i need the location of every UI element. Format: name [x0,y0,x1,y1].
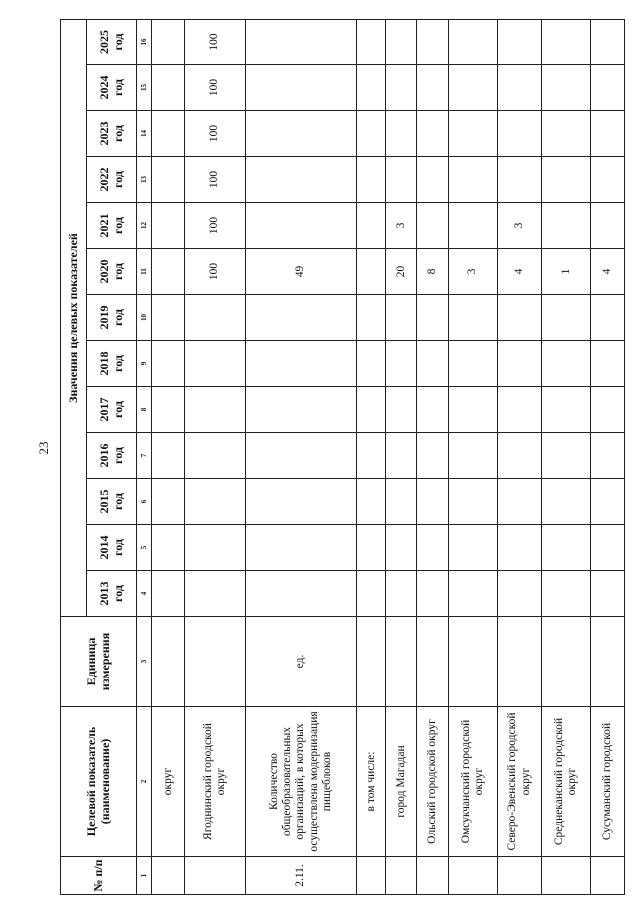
value-cell [591,295,625,341]
value-cell [152,341,185,387]
header-year: 2020 год [87,249,137,295]
table-wrapper [60,20,625,895]
value-cell [386,571,417,617]
value-cell [386,433,417,479]
value-cell [542,20,591,65]
value-cell [448,433,497,479]
value-cell: 100 [185,203,245,249]
value-cell [448,341,497,387]
value-cell [417,479,448,525]
value-cell [152,479,185,525]
column-number: 7 [137,433,152,479]
value-cell [417,341,448,387]
value-cell [497,479,542,525]
value-cell [386,157,417,203]
value-cell [542,341,591,387]
value-cell [542,387,591,433]
row-number [497,857,542,895]
value-cell: 3 [497,203,542,249]
page-number: 23 [36,441,51,455]
value-cell [591,20,625,65]
value-cell [245,157,357,203]
header-values-group: Значения целевых показателей [61,20,87,617]
indicator-name: округ [152,707,185,857]
value-cell [497,65,542,111]
column-number: 9 [137,341,152,387]
value-cell [357,203,386,249]
value-cell [245,479,357,525]
value-cell [185,525,245,571]
row-number [357,857,386,895]
header-year: 2024 год [87,65,137,111]
unit-cell [591,617,625,707]
value-cell [497,295,542,341]
value-cell [357,479,386,525]
indicator-name: в том числе: [357,707,386,857]
value-cell [185,341,245,387]
value-cell [417,433,448,479]
value-cell [357,111,386,157]
value-cell [417,525,448,571]
value-cell [591,203,625,249]
value-cell [497,20,542,65]
column-number: 1 [137,857,152,895]
value-cell [185,571,245,617]
value-cell: 20 [386,249,417,295]
indicator-name: Ягоднинский городской округ [185,707,245,857]
table-row [185,20,245,895]
header-year: 2018 год [87,341,137,387]
column-number: 3 [137,617,152,707]
unit-cell [357,617,386,707]
value-cell [386,65,417,111]
row-number: 2.11. [245,857,357,895]
column-number: 10 [137,295,152,341]
indicator-name: Северо-Эвенский городской округ [497,707,542,857]
value-cell: 4 [497,249,542,295]
value-cell [417,65,448,111]
value-cell [448,203,497,249]
value-cell: 100 [185,111,245,157]
unit-cell [386,617,417,707]
value-cell [185,479,245,525]
value-cell [357,20,386,65]
value-cell: 100 [185,157,245,203]
value-cell [591,341,625,387]
unit-cell [185,617,245,707]
header-year: 2021 год [87,203,137,249]
value-cell [448,65,497,111]
value-cell [152,203,185,249]
unit-cell [152,617,185,707]
header-year: 2022 год [87,157,137,203]
value-cell [448,111,497,157]
value-cell [152,111,185,157]
value-cell [357,525,386,571]
value-cell [497,341,542,387]
value-cell [245,20,357,65]
value-cell [542,65,591,111]
value-cell [542,111,591,157]
row-number [417,857,448,895]
target-indicators-table [60,19,625,895]
value-cell [542,525,591,571]
row-number [448,857,497,895]
header-year: 2023 год [87,111,137,157]
value-cell [185,433,245,479]
value-cell [185,295,245,341]
indicator-name: город Магадан [386,707,417,857]
value-cell [448,20,497,65]
column-number: 15 [137,65,152,111]
table-row [542,20,591,895]
header-unit: Единица измерения [61,617,137,707]
value-cell [591,111,625,157]
unit-cell [497,617,542,707]
value-cell [448,479,497,525]
value-cell: 3 [386,203,417,249]
value-cell [417,20,448,65]
value-cell: 100 [185,65,245,111]
value-cell [152,157,185,203]
value-cell [497,525,542,571]
value-cell [152,571,185,617]
value-cell [357,387,386,433]
value-cell [357,433,386,479]
value-cell [152,20,185,65]
value-cell [542,571,591,617]
column-number: 16 [137,20,152,65]
table-row [417,20,448,895]
value-cell [591,571,625,617]
value-cell [542,157,591,203]
value-cell: 49 [245,249,357,295]
header-year: 2016 год [87,433,137,479]
table-row [357,20,386,895]
column-number: 11 [137,249,152,295]
value-cell [386,387,417,433]
value-cell [497,387,542,433]
value-cell [357,157,386,203]
column-number: 12 [137,203,152,249]
column-number: 6 [137,479,152,525]
header-year: 2013 год [87,571,137,617]
value-cell: 3 [448,249,497,295]
indicator-name: Ольский городской округ [417,707,448,857]
column-number: 8 [137,387,152,433]
table-row [386,20,417,895]
value-cell [357,295,386,341]
row-number [152,857,185,895]
value-cell: 100 [185,249,245,295]
value-cell [542,479,591,525]
header-year: 2017 год [87,387,137,433]
value-cell [245,387,357,433]
row-number [386,857,417,895]
value-cell [448,295,497,341]
value-cell [245,525,357,571]
value-cell [417,387,448,433]
value-cell [245,433,357,479]
table-row [448,20,497,895]
value-cell: 8 [417,249,448,295]
value-cell [497,433,542,479]
header-year: 2015 год [87,479,137,525]
value-cell [591,433,625,479]
value-cell [245,65,357,111]
value-cell [417,111,448,157]
value-cell: 100 [185,20,245,65]
value-cell [386,525,417,571]
value-cell [357,249,386,295]
indicator-name: Омсукчанский городской округ [448,707,497,857]
value-cell [185,387,245,433]
rotated-table-container [60,20,625,895]
value-cell [542,203,591,249]
value-cell: 4 [591,249,625,295]
indicator-name: Количество общеобразовательных организаций, в которых осуществлена модернизация пищеблоков [245,707,357,857]
value-cell [357,65,386,111]
header-year: 2019 год [87,295,137,341]
value-cell [152,65,185,111]
value-cell [417,295,448,341]
value-cell [591,387,625,433]
value-cell [386,295,417,341]
column-number: 4 [137,571,152,617]
value-cell [497,571,542,617]
value-cell [386,111,417,157]
value-cell [152,525,185,571]
header-indicator: Целевой показатель (наименование) [61,707,137,857]
column-number: 2 [137,707,152,857]
value-cell [152,295,185,341]
table-row [152,20,185,895]
value-cell [542,295,591,341]
unit-cell [542,617,591,707]
table-row [497,20,542,895]
value-cell [448,571,497,617]
value-cell [357,571,386,617]
header-year: 2025 год [87,20,137,65]
value-cell [448,157,497,203]
row-number [185,857,245,895]
value-cell [448,387,497,433]
unit-cell: ед. [245,617,357,707]
value-cell [497,157,542,203]
value-cell: 1 [542,249,591,295]
header-year: 2014 год [87,525,137,571]
header-num: № п/п [61,857,137,895]
value-cell [245,571,357,617]
value-cell [591,525,625,571]
row-number [591,857,625,895]
value-cell [497,111,542,157]
value-cell [152,249,185,295]
value-cell [386,341,417,387]
table-row [591,20,625,895]
column-number: 13 [137,157,152,203]
row-number [542,857,591,895]
value-cell [591,65,625,111]
value-cell [386,20,417,65]
value-cell [417,571,448,617]
value-cell [542,433,591,479]
value-cell [417,157,448,203]
column-number: 5 [137,525,152,571]
value-cell [245,295,357,341]
value-cell [152,387,185,433]
column-number: 14 [137,111,152,157]
value-cell [591,479,625,525]
value-cell [448,525,497,571]
value-cell [386,479,417,525]
value-cell [417,203,448,249]
value-cell [152,433,185,479]
value-cell [245,111,357,157]
value-cell [245,341,357,387]
unit-cell [448,617,497,707]
indicator-name: Среднеканский городской округ [542,707,591,857]
value-cell [591,157,625,203]
indicator-name: Сусуманский городской [591,707,625,857]
value-cell [357,341,386,387]
table-row [245,20,357,895]
unit-cell [417,617,448,707]
value-cell [245,203,357,249]
